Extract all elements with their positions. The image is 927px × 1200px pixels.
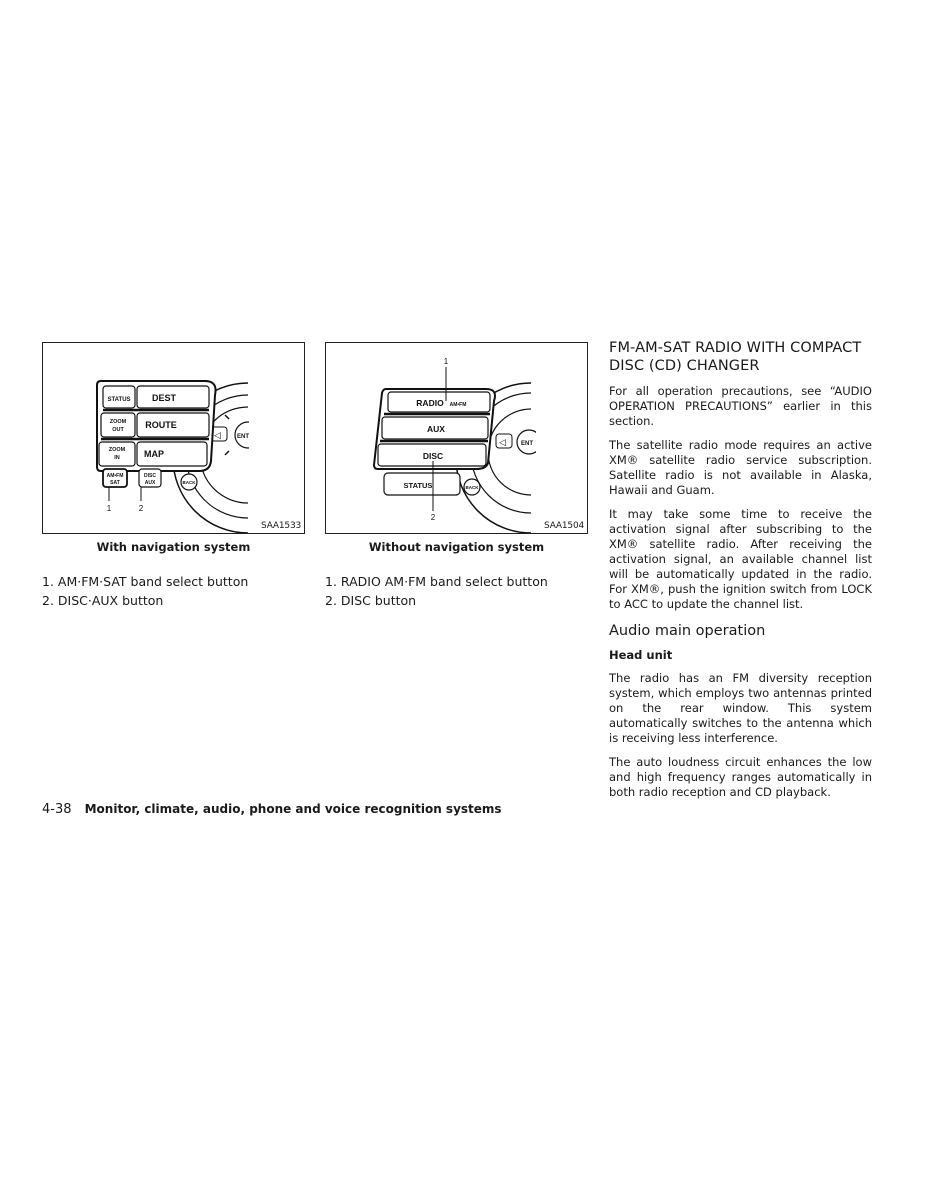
figure-2-legend xyxy=(325,572,588,610)
dest-key-label: DEST xyxy=(151,393,177,403)
svg-text:AM•FM: AM•FM xyxy=(106,473,124,479)
legend-item: 1. RADIO AM·FM band select button xyxy=(325,574,548,589)
subheading: Audio main operation xyxy=(609,623,766,639)
amfm-key-label: AM•FM xyxy=(449,402,467,408)
right-column xyxy=(609,339,872,800)
figure-caption: Without navigation system xyxy=(368,540,545,554)
back-key-label: BACK xyxy=(465,485,479,490)
legend-item: 1. AM·FM·SAT band select button xyxy=(42,574,249,589)
radio-key-label: RADIO xyxy=(416,398,444,408)
status-key-label: STATUS xyxy=(403,481,433,490)
svg-text:SAT: SAT xyxy=(110,480,120,486)
head-unit-nav-illustration xyxy=(43,343,304,533)
page-footer xyxy=(42,798,502,817)
svg-text:DISC: DISC xyxy=(144,473,156,479)
enter-key-label: ENT xyxy=(521,441,533,447)
page-number: 4-38 xyxy=(42,802,72,817)
svg-text:AUX: AUX xyxy=(144,480,156,486)
svg-text:◁: ◁ xyxy=(214,430,221,440)
svg-text:IN: IN xyxy=(114,455,120,461)
section-heading: FM-AM-SAT RADIO WITH COMPACT DISC (CD) CHANGER xyxy=(609,340,862,374)
paragraph: For all operation precautions, see “AUDIO OPERATION PRECAUTIONS” earlier in this section. xyxy=(609,384,872,428)
callout-1: 1 xyxy=(106,504,112,513)
figure-code: SAA1533 xyxy=(261,521,301,531)
paragraph: The auto loudness circuit enhances the low and high frequency ranges automatically in both radio reception and CD playback. xyxy=(609,755,872,799)
callout-1: 1 xyxy=(443,357,449,366)
figure-1-legend xyxy=(42,572,305,610)
paragraph: The satellite radio mode requires an active XM® satellite radio service subscription. Satellite radio is not available in Alaska, Hawaii and Guam. xyxy=(609,438,872,497)
legend-item: 2. DISC·AUX button xyxy=(42,593,164,608)
figure-without-navigation xyxy=(325,342,588,534)
status-key-label: STATUS xyxy=(107,397,131,403)
section-title: Monitor, climate, audio, phone and voice recognition systems xyxy=(84,802,502,816)
head-unit-illustration xyxy=(326,343,587,533)
paragraph: The radio has an FM diversity reception system, which employs two antennas printed on the rear window. This system automatically switches to the antenna which is receiving less interference. xyxy=(609,671,872,745)
svg-text:◁: ◁ xyxy=(499,437,506,447)
svg-text:ZOOM: ZOOM xyxy=(109,419,127,425)
route-key-label: ROUTE xyxy=(145,420,177,430)
disc-key-label: DISC xyxy=(422,451,444,461)
svg-text:OUT: OUT xyxy=(112,427,124,433)
callout-2: 2 xyxy=(138,504,144,513)
back-key-label: BACK xyxy=(182,480,196,485)
callout-2: 2 xyxy=(430,513,436,522)
figure-with-navigation xyxy=(42,342,305,534)
paragraph: It may take some time to receive the activation signal after subscribing to the XM® satellite radio. After receiving the activation signal, an available channel list will be automatically updated in the radio. For XM®, push the ignition switch from LOCK to ACC to update the channel list. xyxy=(609,507,872,611)
legend-item: 2. DISC button xyxy=(325,593,417,608)
svg-text:ZOOM: ZOOM xyxy=(108,447,126,453)
enter-key-label: ENT xyxy=(237,434,249,440)
sub-subheading: Head unit xyxy=(609,648,673,662)
figure-code: SAA1504 xyxy=(544,521,584,531)
map-key-label: MAP xyxy=(144,449,164,459)
aux-key-label: AUX xyxy=(427,424,445,434)
figure-caption: With navigation system xyxy=(96,540,251,554)
